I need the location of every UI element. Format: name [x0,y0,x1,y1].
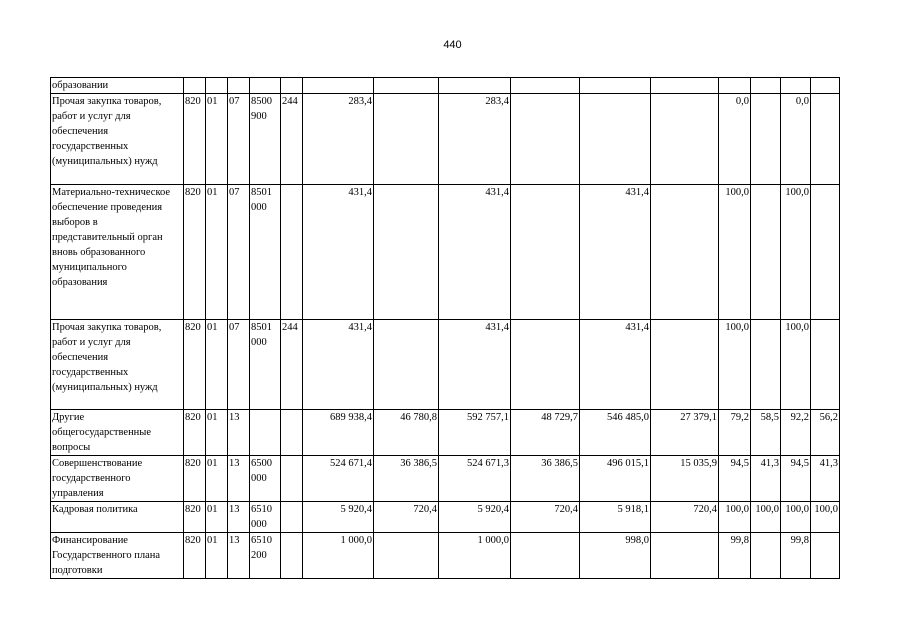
value-cell: 100,0 [811,502,840,533]
row-name-cell: Материально-техническое обеспечение проведения выборов в представительный орган вновь образованного муниципального образования [51,185,184,320]
value-cell [811,185,840,320]
subsection-code-cell: 13 [228,502,250,533]
table-row [51,502,840,533]
value-cell: 41,3 [811,456,840,502]
value-cell [651,185,719,320]
section-code-cell: 01 [206,185,228,320]
value-cell: 431,4 [303,320,374,410]
value-cell: 592 757,1 [439,410,511,456]
value-cell: 100,0 [719,185,751,320]
value-cell: 431,4 [303,185,374,320]
expense-type-cell: 244 [281,320,303,410]
subsection-code-cell: 07 [228,94,250,185]
table-row [51,185,840,320]
value-cell: 431,4 [580,320,651,410]
value-cell [811,78,840,94]
value-cell: 94,5 [781,456,811,502]
section-code-cell: 01 [206,456,228,502]
value-cell [374,185,439,320]
value-cell: 46 780,8 [374,410,439,456]
value-cell: 5 920,4 [303,502,374,533]
value-cell: 720,4 [374,502,439,533]
ved-code-cell [184,78,206,94]
value-cell [374,320,439,410]
value-cell: 431,4 [580,185,651,320]
value-cell: 56,2 [811,410,840,456]
value-cell [651,94,719,185]
row-name-cell: Прочая закупка товаров, работ и услуг для обеспечения государственных (муниципальных) нужд [51,320,184,410]
target-article-cell: 8501 000 [250,320,281,410]
value-cell: 1 000,0 [303,533,374,579]
value-cell [751,185,781,320]
row-name-cell: Финансирование Государственного плана подготовки [51,533,184,579]
value-cell [651,533,719,579]
value-cell [751,94,781,185]
table-row [51,320,840,410]
subsection-code-cell: 13 [228,410,250,456]
value-cell [651,78,719,94]
subsection-code-cell: 13 [228,533,250,579]
value-cell: 100,0 [781,502,811,533]
value-cell: 100,0 [719,320,751,410]
target-article-cell [250,78,281,94]
value-cell: 998,0 [580,533,651,579]
value-cell: 0,0 [781,94,811,185]
section-code-cell [206,78,228,94]
value-cell: 94,5 [719,456,751,502]
table-row [51,456,840,502]
ved-code-cell: 820 [184,533,206,579]
value-cell: 41,3 [751,456,781,502]
target-article-cell: 8500 900 [250,94,281,185]
ved-code-cell: 820 [184,502,206,533]
value-cell: 92,2 [781,410,811,456]
value-cell: 100,0 [781,320,811,410]
value-cell: 283,4 [439,94,511,185]
value-cell [511,94,580,185]
expense-type-cell [281,533,303,579]
target-article-cell [250,410,281,456]
value-cell [511,185,580,320]
value-cell [580,78,651,94]
value-cell: 546 485,0 [580,410,651,456]
value-cell [719,78,751,94]
value-cell [751,533,781,579]
value-cell [751,320,781,410]
value-cell [811,320,840,410]
expense-type-cell [281,502,303,533]
value-cell [511,533,580,579]
value-cell [374,533,439,579]
table-row [51,533,840,579]
value-cell: 1 000,0 [439,533,511,579]
value-cell [511,320,580,410]
value-cell: 36 386,5 [511,456,580,502]
value-cell [811,94,840,185]
row-name-cell: образовании [51,78,184,94]
table-body [51,78,840,579]
value-cell [651,320,719,410]
ved-code-cell: 820 [184,94,206,185]
table-row [51,78,840,94]
target-article-cell: 6510 000 [250,502,281,533]
subsection-code-cell: 07 [228,320,250,410]
row-name-cell: Прочая закупка товаров, работ и услуг для обеспечения государственных (муниципальных) нужд [51,94,184,185]
value-cell: 58,5 [751,410,781,456]
target-article-cell: 6510 200 [250,533,281,579]
value-cell [511,78,580,94]
value-cell: 5 920,4 [439,502,511,533]
value-cell [751,78,781,94]
section-code-cell: 01 [206,320,228,410]
target-article-cell: 8501 000 [250,185,281,320]
value-cell: 36 386,5 [374,456,439,502]
value-cell: 100,0 [781,185,811,320]
subsection-code-cell: 07 [228,185,250,320]
expense-type-cell [281,185,303,320]
value-cell [580,94,651,185]
value-cell [374,94,439,185]
section-code-cell: 01 [206,94,228,185]
ved-code-cell: 820 [184,410,206,456]
value-cell: 431,4 [439,185,511,320]
value-cell [811,533,840,579]
value-cell: 15 035,9 [651,456,719,502]
section-code-cell: 01 [206,410,228,456]
value-cell: 524 671,4 [303,456,374,502]
subsection-code-cell [228,78,250,94]
budget-table [50,77,840,579]
value-cell: 496 015,1 [580,456,651,502]
value-cell: 99,8 [781,533,811,579]
value-cell: 5 918,1 [580,502,651,533]
target-article-cell: 6500 000 [250,456,281,502]
section-code-cell: 01 [206,533,228,579]
row-name-cell: Другие общегосударственные вопросы [51,410,184,456]
ved-code-cell: 820 [184,320,206,410]
value-cell [374,78,439,94]
value-cell: 100,0 [719,502,751,533]
row-name-cell: Совершенствование государственного управления [51,456,184,502]
expense-type-cell [281,456,303,502]
value-cell: 720,4 [651,502,719,533]
section-code-cell: 01 [206,502,228,533]
expense-type-cell [281,410,303,456]
table-row [51,94,840,185]
row-name-cell: Кадровая политика [51,502,184,533]
subsection-code-cell: 13 [228,456,250,502]
table-row [51,410,840,456]
value-cell: 720,4 [511,502,580,533]
value-cell: 524 671,3 [439,456,511,502]
value-cell: 99,8 [719,533,751,579]
value-cell: 79,2 [719,410,751,456]
value-cell: 48 729,7 [511,410,580,456]
value-cell [439,78,511,94]
value-cell: 0,0 [719,94,751,185]
ved-code-cell: 820 [184,185,206,320]
expense-type-cell: 244 [281,94,303,185]
value-cell [781,78,811,94]
value-cell: 100,0 [751,502,781,533]
expense-type-cell [281,78,303,94]
page-number: 440 [443,39,462,51]
value-cell [303,78,374,94]
value-cell: 431,4 [439,320,511,410]
value-cell: 283,4 [303,94,374,185]
ved-code-cell: 820 [184,456,206,502]
value-cell: 27 379,1 [651,410,719,456]
value-cell: 689 938,4 [303,410,374,456]
